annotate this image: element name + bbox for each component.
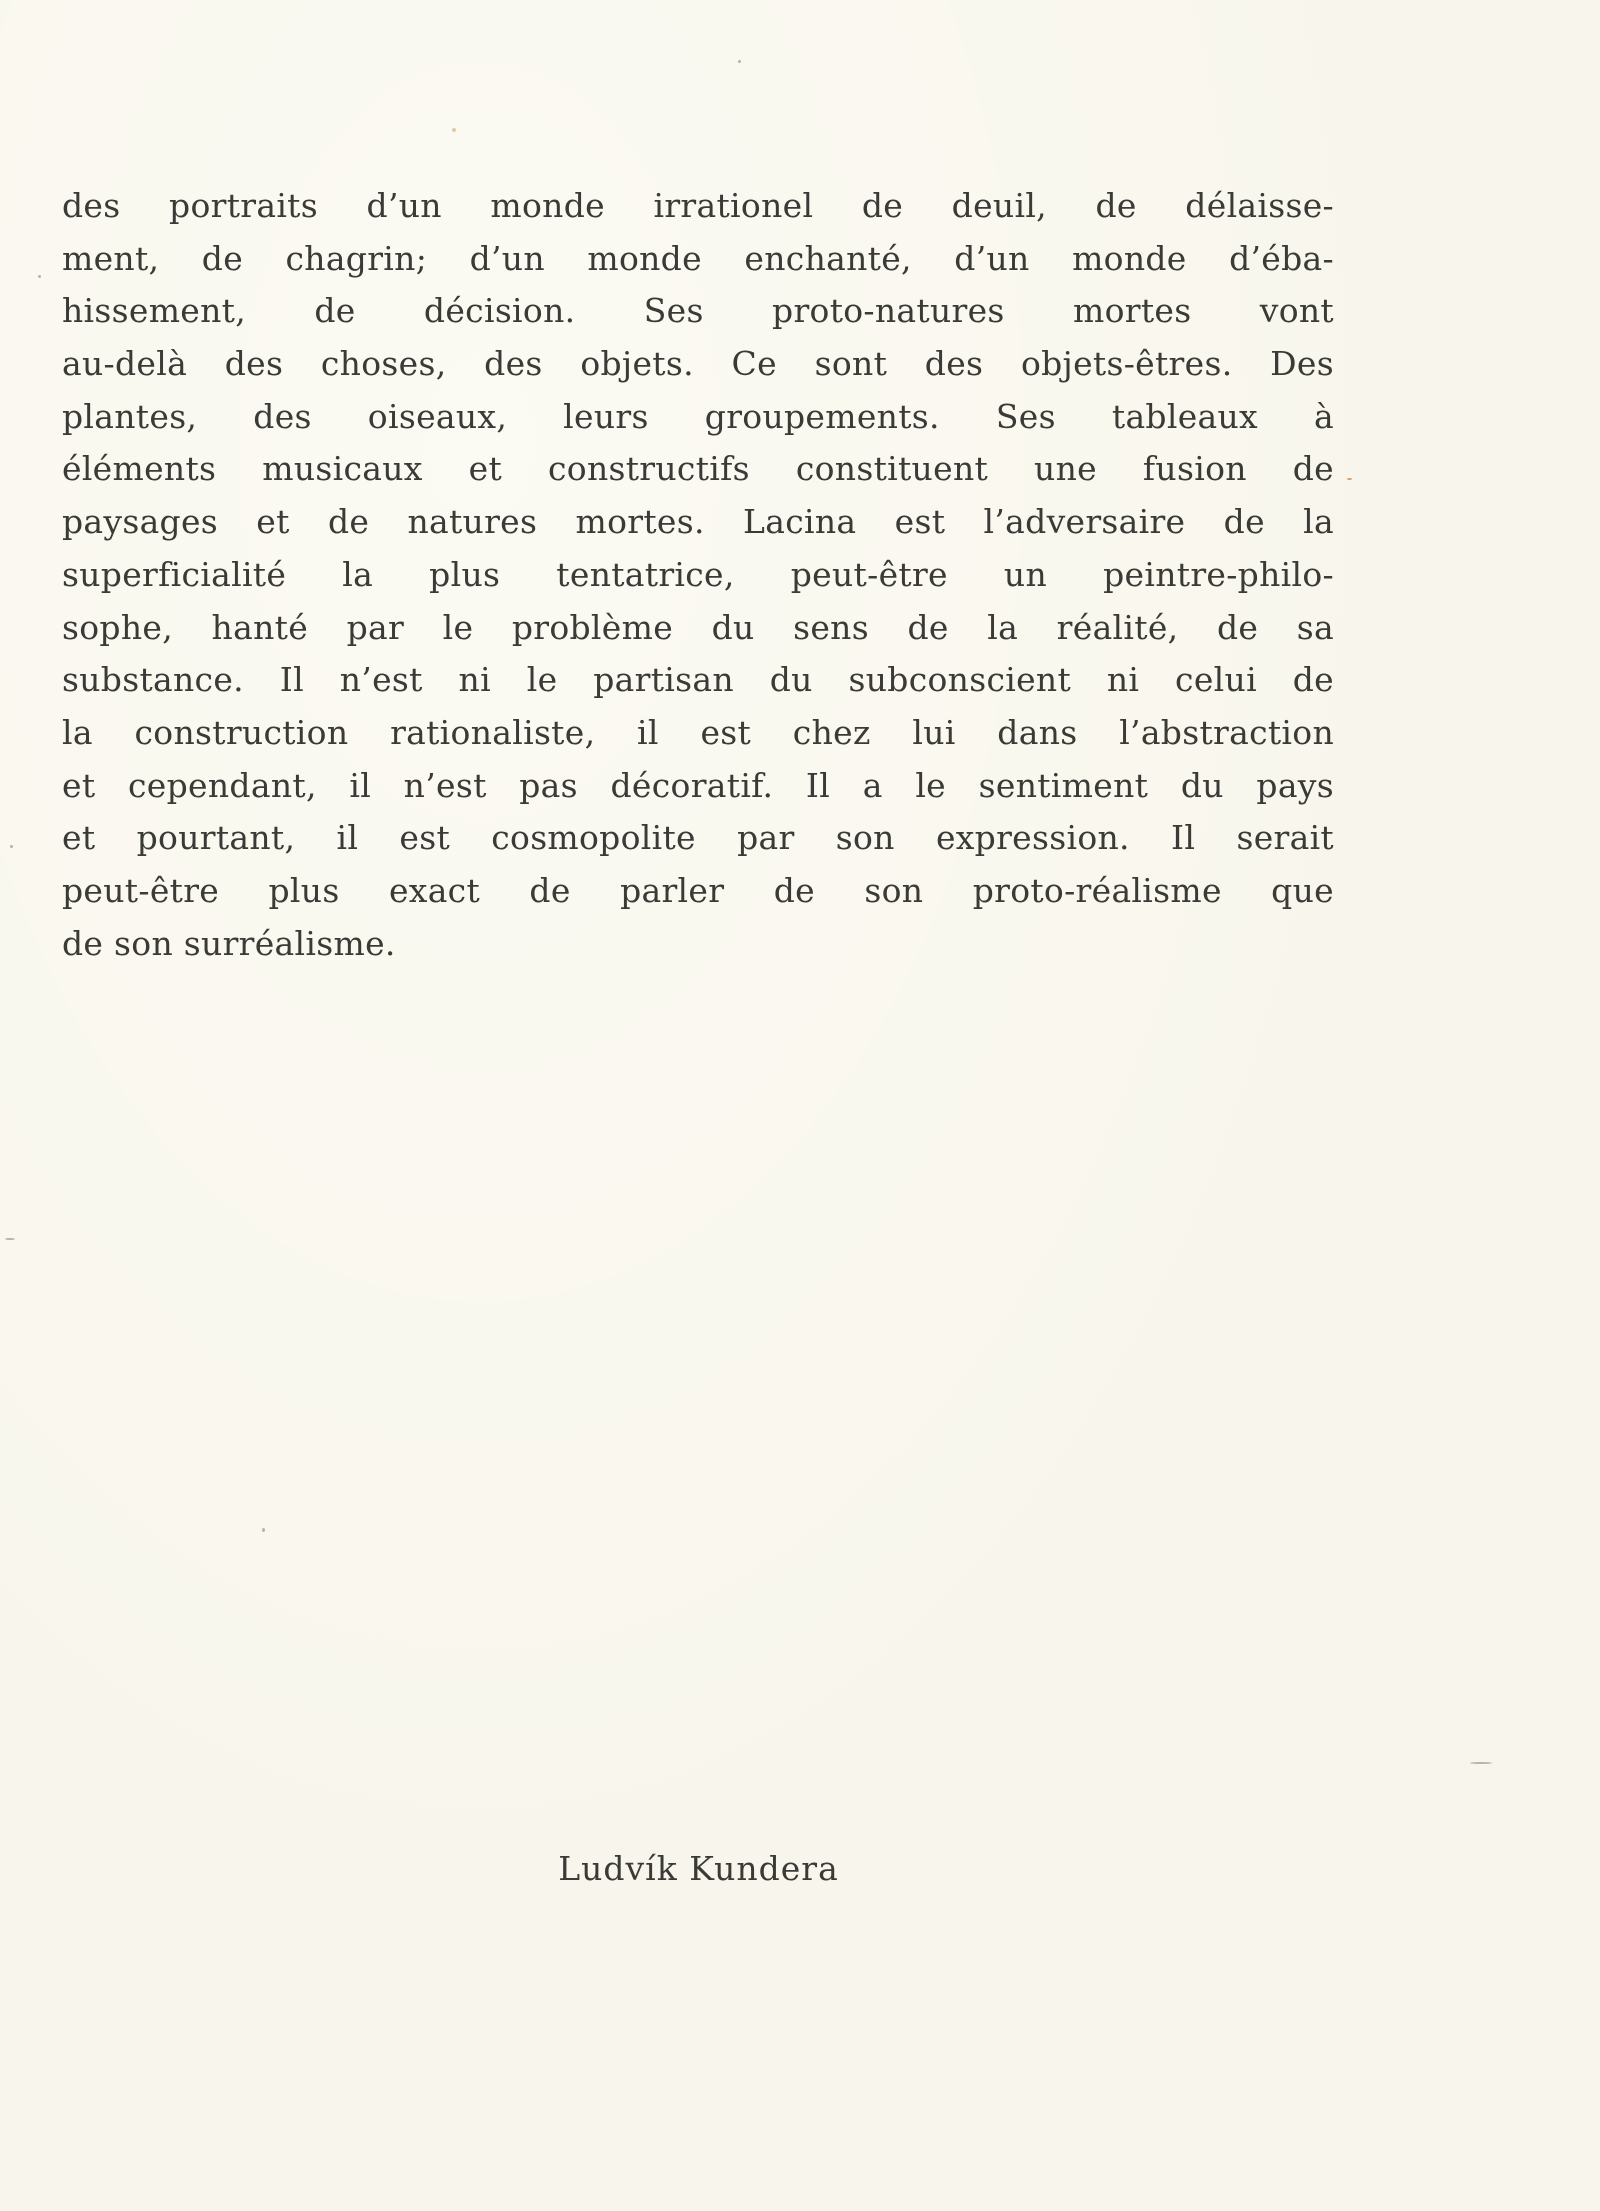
paragraph-line: des portraits d’un monde irrationel de deuil, de délaisse- [62, 186, 1334, 225]
paper-speck [452, 128, 456, 132]
paragraph-line: sophe, hanté par le problème du sens de la réalité, de sa [62, 607, 1334, 647]
paper-speck [262, 1528, 265, 1532]
paragraph-line: paysages et de natures mortes. Lacina est l’adversaire de la [62, 502, 1334, 542]
paragraph-line: peut-être plus exact de parler de son proto-réalisme que [62, 870, 1334, 910]
paragraph-line: au-delà des choses, des objets. Ce sont des objets-êtres. Des [62, 344, 1334, 384]
paragraph-line: et cependant, il n’est pas décoratif. Il a le sentiment du pays [62, 765, 1334, 805]
paper-speck [1470, 1762, 1492, 1764]
paragraph-line: et pourtant, il est cosmopolite par son expression. Il serait [62, 818, 1334, 858]
paper-speck [1347, 478, 1352, 480]
paragraph-line: hissement, de décision. Ses proto-natures mortes vont [62, 291, 1334, 331]
paper-speck [738, 60, 741, 63]
paper-speck [38, 275, 41, 278]
paragraph-line: éléments musicaux et constructifs constituent une fusion de [62, 449, 1334, 489]
paragraph-line: plantes, des oiseaux, leurs groupements. Ses tableaux à [62, 396, 1334, 436]
paper-speck [10, 845, 13, 848]
body-paragraph [62, 180, 1334, 970]
paragraph-line: ment, de chagrin; d’un monde enchanté, d’un monde d’éba- [62, 238, 1334, 278]
paragraph-line-last: de son surréalisme. [62, 923, 396, 963]
author-signature: Ludvík Kundera [558, 1849, 839, 1888]
paragraph-line: substance. Il n’est ni le partisan du subconscient ni celui de [62, 660, 1334, 700]
paper-speck [5, 1238, 15, 1240]
paragraph-line: la construction rationaliste, il est chez lui dans l’abstraction [62, 712, 1334, 752]
paragraph-line: superficialité la plus tentatrice, peut-être un peintre-philo- [62, 554, 1334, 594]
